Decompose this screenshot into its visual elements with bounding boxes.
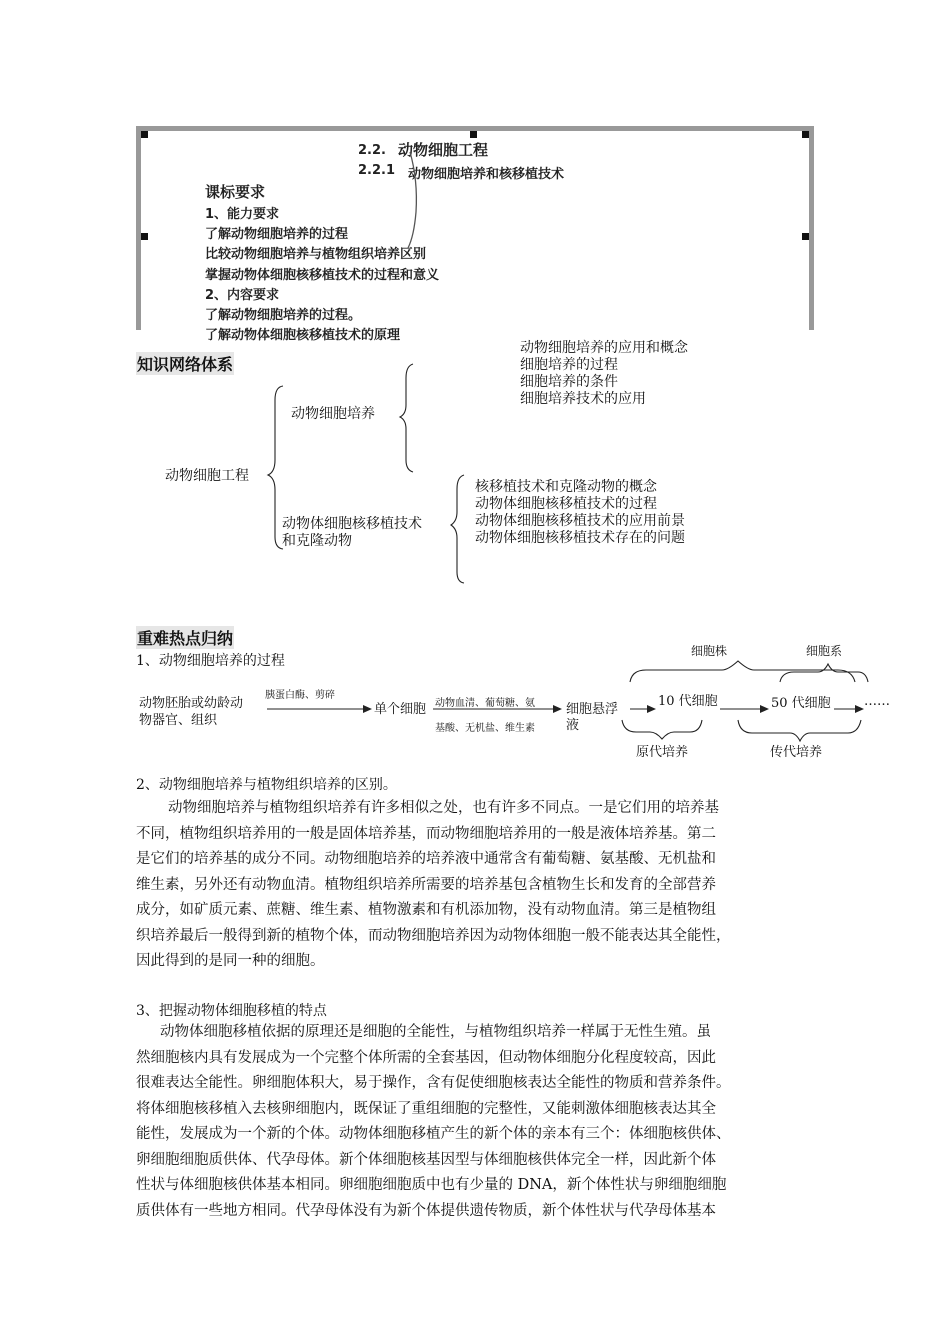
scan-line: 2、内容要求 — [205, 288, 280, 303]
flow-single-cell: 单个细胞 — [374, 702, 427, 717]
network-branch2-item: 核移植技术和克隆动物的概念 — [475, 479, 657, 495]
branch1-brace — [400, 364, 413, 472]
scan-line: 了解动物细胞培养的过程 — [205, 227, 349, 242]
network-branch2-label: 动物体细胞核移植技术 — [282, 516, 422, 532]
network-branch1-item: 动物细胞培养的应用和概念 — [520, 340, 688, 356]
flow-suspension: 液 — [566, 718, 580, 733]
paragraph-line: 能性，发展成为一个新的个体。动物体细胞移植产生的新个体的亲本有三个：体细胞核供体、 — [136, 1126, 731, 1142]
flow-arrow2-label: 动物血清、葡萄糖、氨 — [435, 698, 535, 709]
section2-paragraph — [136, 796, 816, 975]
flow-primary: 原代培养 — [636, 745, 689, 760]
section3-paragraph — [136, 1020, 816, 1224]
flow-cell-strain: 细胞株 — [691, 644, 728, 658]
scan-heading: 动物细胞工程 — [398, 141, 489, 159]
network-branch1-label: 动物细胞培养 — [291, 406, 375, 422]
flow-gen10: 10 代细胞 — [658, 694, 718, 709]
paragraph-line: 因此得到的是同一种的细胞。 — [136, 953, 325, 969]
scan-line: 了解动物体细胞核移植技术的原理 — [205, 328, 401, 343]
flow-arrow2-label: 基酸、无机盐、维生素 — [435, 723, 535, 734]
paragraph-line: 是它们的培养基的成分不同。动物细胞培养的培养液中通常含有葡萄糖、氨基酸、无机盐和 — [136, 851, 716, 867]
scan-sub: 动物细胞培养和核移植技术 — [408, 167, 565, 182]
passage-brace — [738, 720, 861, 741]
section1-title: 1、动物细胞培养的过程 — [136, 653, 285, 669]
network-branch2-item: 动物体细胞核移植技术存在的问题 — [475, 530, 685, 546]
flow-cell-line: 细胞系 — [806, 644, 843, 658]
paragraph-line: 动物细胞培养与植物组织培养有许多相似之处，也有许多不同点。一是它们用的培养基 — [168, 800, 719, 816]
flow-start: 物器官、组织 — [139, 713, 218, 728]
network-branch2-item: 动物体细胞核移植技术的过程 — [475, 496, 657, 512]
paragraph-line: 很难表达全能性。卵细胞体积大，易于操作，含有促使细胞核表达全能性的物质和营养条件。 — [136, 1075, 731, 1091]
paragraph-line: 性状与体细胞核供体基本相同。卵细胞细胞质中也有少量的 DNA，新个体性状与卵细胞细胞 — [136, 1177, 727, 1193]
paragraph-line: 成分，如矿质元素、蔗糖、维生素、植物激素和有机添加物，没有动物血清。第三是植物组 — [136, 902, 716, 918]
arrow1-head — [363, 705, 372, 713]
flow-suspension: 细胞悬浮 — [566, 702, 619, 717]
paragraph-line: 将体细胞核移植入去核卵细胞内，既保证了重组细胞的完整性，又能刺激体细胞核表达其全 — [136, 1100, 716, 1117]
paragraph-line: 不同，植物组织培养用的一般是固体培养基，而动物细胞培养用的一般是液体培养基。第二 — [136, 825, 716, 842]
scan-line: 掌握动物体细胞核移植技术的过程和意义 — [205, 268, 440, 283]
root-brace — [268, 386, 283, 549]
paragraph-line: 织培养最后一般得到新的植物个体，而动物细胞培养因为动物体细胞一般不能表达其全能性， — [136, 927, 731, 944]
branch2-brace — [451, 475, 464, 583]
paragraph-line: 卵细胞细胞质供体、代孕母体。新个体细胞核基因型与体细胞核供体完全一样，因此新个体 — [136, 1151, 716, 1168]
scan-line: 比较动物细胞培养与植物组织培养区别 — [205, 247, 427, 262]
network-branch2-label: 和克隆动物 — [282, 533, 352, 549]
line-brace — [780, 664, 868, 682]
paragraph-line: 维生素，另外还有动物血清。植物组织培养所需要的培养基包含植物生长和发育的全部营养 — [136, 876, 716, 893]
paragraph-line: 质供体有一些地方相同。代孕母体没有为新个体提供遗传物质，新个体性状与代孕母体基本 — [136, 1202, 716, 1219]
scan-line: 1、能力要求 — [205, 207, 280, 222]
scan-heading-num: 2.2. — [358, 143, 386, 158]
section2-title: 2、动物细胞培养与植物组织培养的区别。 — [136, 777, 397, 793]
key-points-title: 重难热点归纳 — [136, 626, 234, 649]
primary-brace — [622, 720, 702, 739]
scan-line: 了解动物细胞培养的过程。 — [205, 308, 362, 323]
arrow3-head — [647, 705, 656, 713]
flow-gen50: 50 代细胞 — [771, 696, 831, 711]
network-branch1-item: 细胞培养的条件 — [520, 374, 618, 390]
paragraph-line: 动物体细胞移植依据的原理还是细胞的全能性，与植物组织培养一样属于无性生殖。虽 — [160, 1024, 711, 1040]
network-branch2-item: 动物体细胞核移植技术的应用前景 — [475, 513, 685, 529]
arrow4-head — [760, 705, 769, 713]
scan-bracket — [408, 152, 416, 248]
network-root: 动物细胞工程 — [165, 468, 249, 484]
flow-arrow1-label: 胰蛋白酶、剪碎 — [265, 690, 335, 701]
network-title: 知识网络体系 — [136, 352, 234, 375]
arrow5-head — [855, 705, 864, 713]
flow-start: 动物胚胎或幼龄动 — [139, 696, 244, 711]
section3-title: 3、把握动物体细胞移植的特点 — [136, 1003, 327, 1019]
paragraph-line: 然细胞核内具有发展成为一个完整个体所需的全套基因，但动物体细胞分化程度较高，因此 — [136, 1049, 716, 1066]
scan-line: 课标要求 — [205, 183, 266, 201]
arrow2-head — [553, 705, 562, 713]
scan-sub-num: 2.2.1 — [358, 163, 396, 178]
network-branch1-item: 细胞培养技术的应用 — [520, 391, 646, 407]
network-branch1-item: 细胞培养的过程 — [520, 357, 618, 373]
flow-ellipsis: …… — [864, 694, 890, 709]
flow-passage: 传代培养 — [770, 745, 823, 760]
